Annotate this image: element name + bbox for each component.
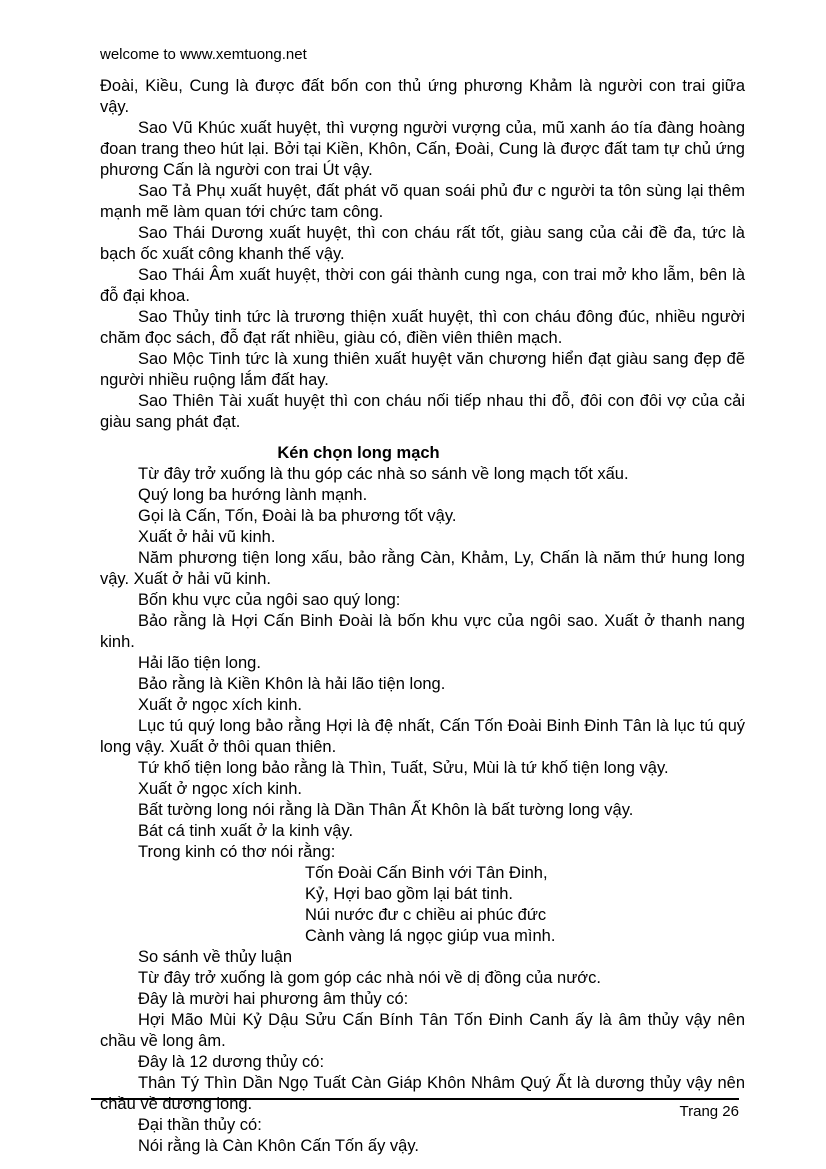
paragraph: Từ đây trở xuống là thu góp các nhà so sánh về long mạch tốt xấu. (138, 465, 629, 483)
paragraph: Sao Thái Âm xuất huyệt, thời con gái thành cung nga, con trai mở kho lẫm, bên là đỗ đại khoa. (100, 266, 745, 305)
paragraph: Xuất ở ngọc xích kinh. (138, 780, 302, 798)
paragraph: Đây là mười hai phương âm thủy có: (138, 990, 409, 1008)
paragraph: Năm phương tiện long xấu, bảo rằng Càn, Khảm, Ly, Chấn là năm thứ hung long vậy. Xuất ở hải vũ kinh. (100, 549, 745, 588)
paragraph: Quý long ba hướng lành mạnh. (138, 486, 368, 504)
paragraph: Đây là 12 dương thủy có: (138, 1053, 325, 1071)
poem-line: Núi nước đư c chiều ai phúc đức (305, 906, 547, 924)
site-header: welcome to www.xemtuong.net (100, 46, 307, 63)
paragraph: Sao Tả Phụ xuất huyệt, đất phát võ quan soái phủ đư c người ta tôn sùng lại thêm mạnh mẽ làm quan tới chức tam công. (100, 182, 745, 221)
page-footer (91, 1098, 739, 1120)
poem-line: Cành vàng lá ngọc giúp vua mình. (305, 927, 556, 945)
paragraph: Xuất ở ngọc xích kinh. (138, 696, 302, 714)
paragraph: Sao Mộc Tinh tức là xung thiên xuất huyệt văn chương hiển đạt giàu sang đẹp đẽ người nhiều ruộng lắm đất hay. (100, 350, 745, 389)
paragraph: Đoài, Kiều, Cung là được đất bốn con thủ ứng phương Khảm là người con trai giữa vậy. (100, 77, 745, 116)
paragraph: Sao Thiên Tài xuất huyệt thì con cháu nối tiếp nhau thi đỗ, đôi con đôi vợ của cải giàu sang phát đạt. (100, 392, 745, 431)
poem (100, 863, 745, 947)
paragraph: Bốn khu vực của ngôi sao quý long: (138, 591, 401, 609)
paragraph: Bát cá tinh xuất ở la kinh vậy. (138, 822, 354, 840)
paragraph: Xuất ở hải vũ kinh. (138, 528, 276, 546)
paragraph: Từ đây trở xuống là gom góp các nhà nói về dị đồng của nước. (138, 969, 601, 987)
document-body (100, 76, 745, 1157)
paragraph: Bất tường long nói rằng là Dần Thân Ất Khôn là bất tường long vậy. (138, 801, 634, 819)
paragraph: Thân Tý Thìn Dần Ngọ Tuất Càn Giáp Khôn Nhâm Quý Ất là dương thủy vậy nên chầu về dương long. (100, 1074, 745, 1113)
poem-line: Tốn Đoài Cấn Binh với Tân Đinh, (305, 864, 548, 882)
paragraph: Hợi Mão Mùi Kỷ Dậu Sửu Cấn Bính Tân Tốn Đinh Canh ấy là âm thủy vậy nên chầu về long âm. (100, 1011, 745, 1050)
paragraph: Sao Thái Dương xuất huyệt, thì con cháu rất tốt, giàu sang của cải đề đa, tức là bạch ốc xuất công khanh thế vậy. (100, 224, 745, 263)
section-heading: Kén chọn long mạch (277, 444, 440, 462)
page-number: Trang 26 (679, 1103, 739, 1120)
paragraph: Lục tú quý long bảo rằng Hợi là đệ nhất, Cấn Tốn Đoài Binh Đinh Tân là lục tú quý long vậy. Xuất ở thôi quan thiên. (100, 717, 745, 756)
poem-line: Kỷ, Hợi bao gồm lại bát tinh. (305, 885, 514, 903)
paragraph: Trong kinh có thơ nói rằng: (138, 843, 336, 861)
paragraph: Sao Thủy tinh tức là trương thiện xuất huyệt, thì con cháu đông đúc, nhiều người chăm đọc sách, đỗ đạt rất nhiều, giàu có, điền viên thiên mạch. (100, 308, 745, 347)
paragraph: Bảo rằng là Kiền Khôn là hải lão tiện long. (138, 675, 446, 693)
paragraph: So sánh về thủy luận (138, 948, 293, 966)
paragraph: Đại thần thủy có: (138, 1116, 262, 1134)
paragraph: Hải lão tiện long. (138, 654, 261, 672)
paragraph: Gọi là Cấn, Tốn, Đoài là ba phương tốt vậy. (138, 507, 457, 525)
paragraph: Bảo rằng là Hợi Cấn Binh Đoài là bốn khu vực của ngôi sao. Xuất ở thanh nang kinh. (100, 612, 745, 651)
paragraph: Tứ khố tiện long bảo rằng là Thìn, Tuất, Sửu, Mùi là tứ khố tiện long vậy. (138, 759, 669, 777)
paragraph: Nói rằng là Càn Khôn Cấn Tốn ấy vậy. (138, 1137, 419, 1155)
paragraph: Sao Vũ Khúc xuất huyệt, thì vượng người vượng của, mũ xanh áo tía đàng hoàng đoan trang theo hút lại. Bởi tại Kiền, Khôn, Cấn, Đoài, Cung là được đất tam tự chủ ứng phương Cấn là người con trai Út vậy. (100, 119, 745, 179)
